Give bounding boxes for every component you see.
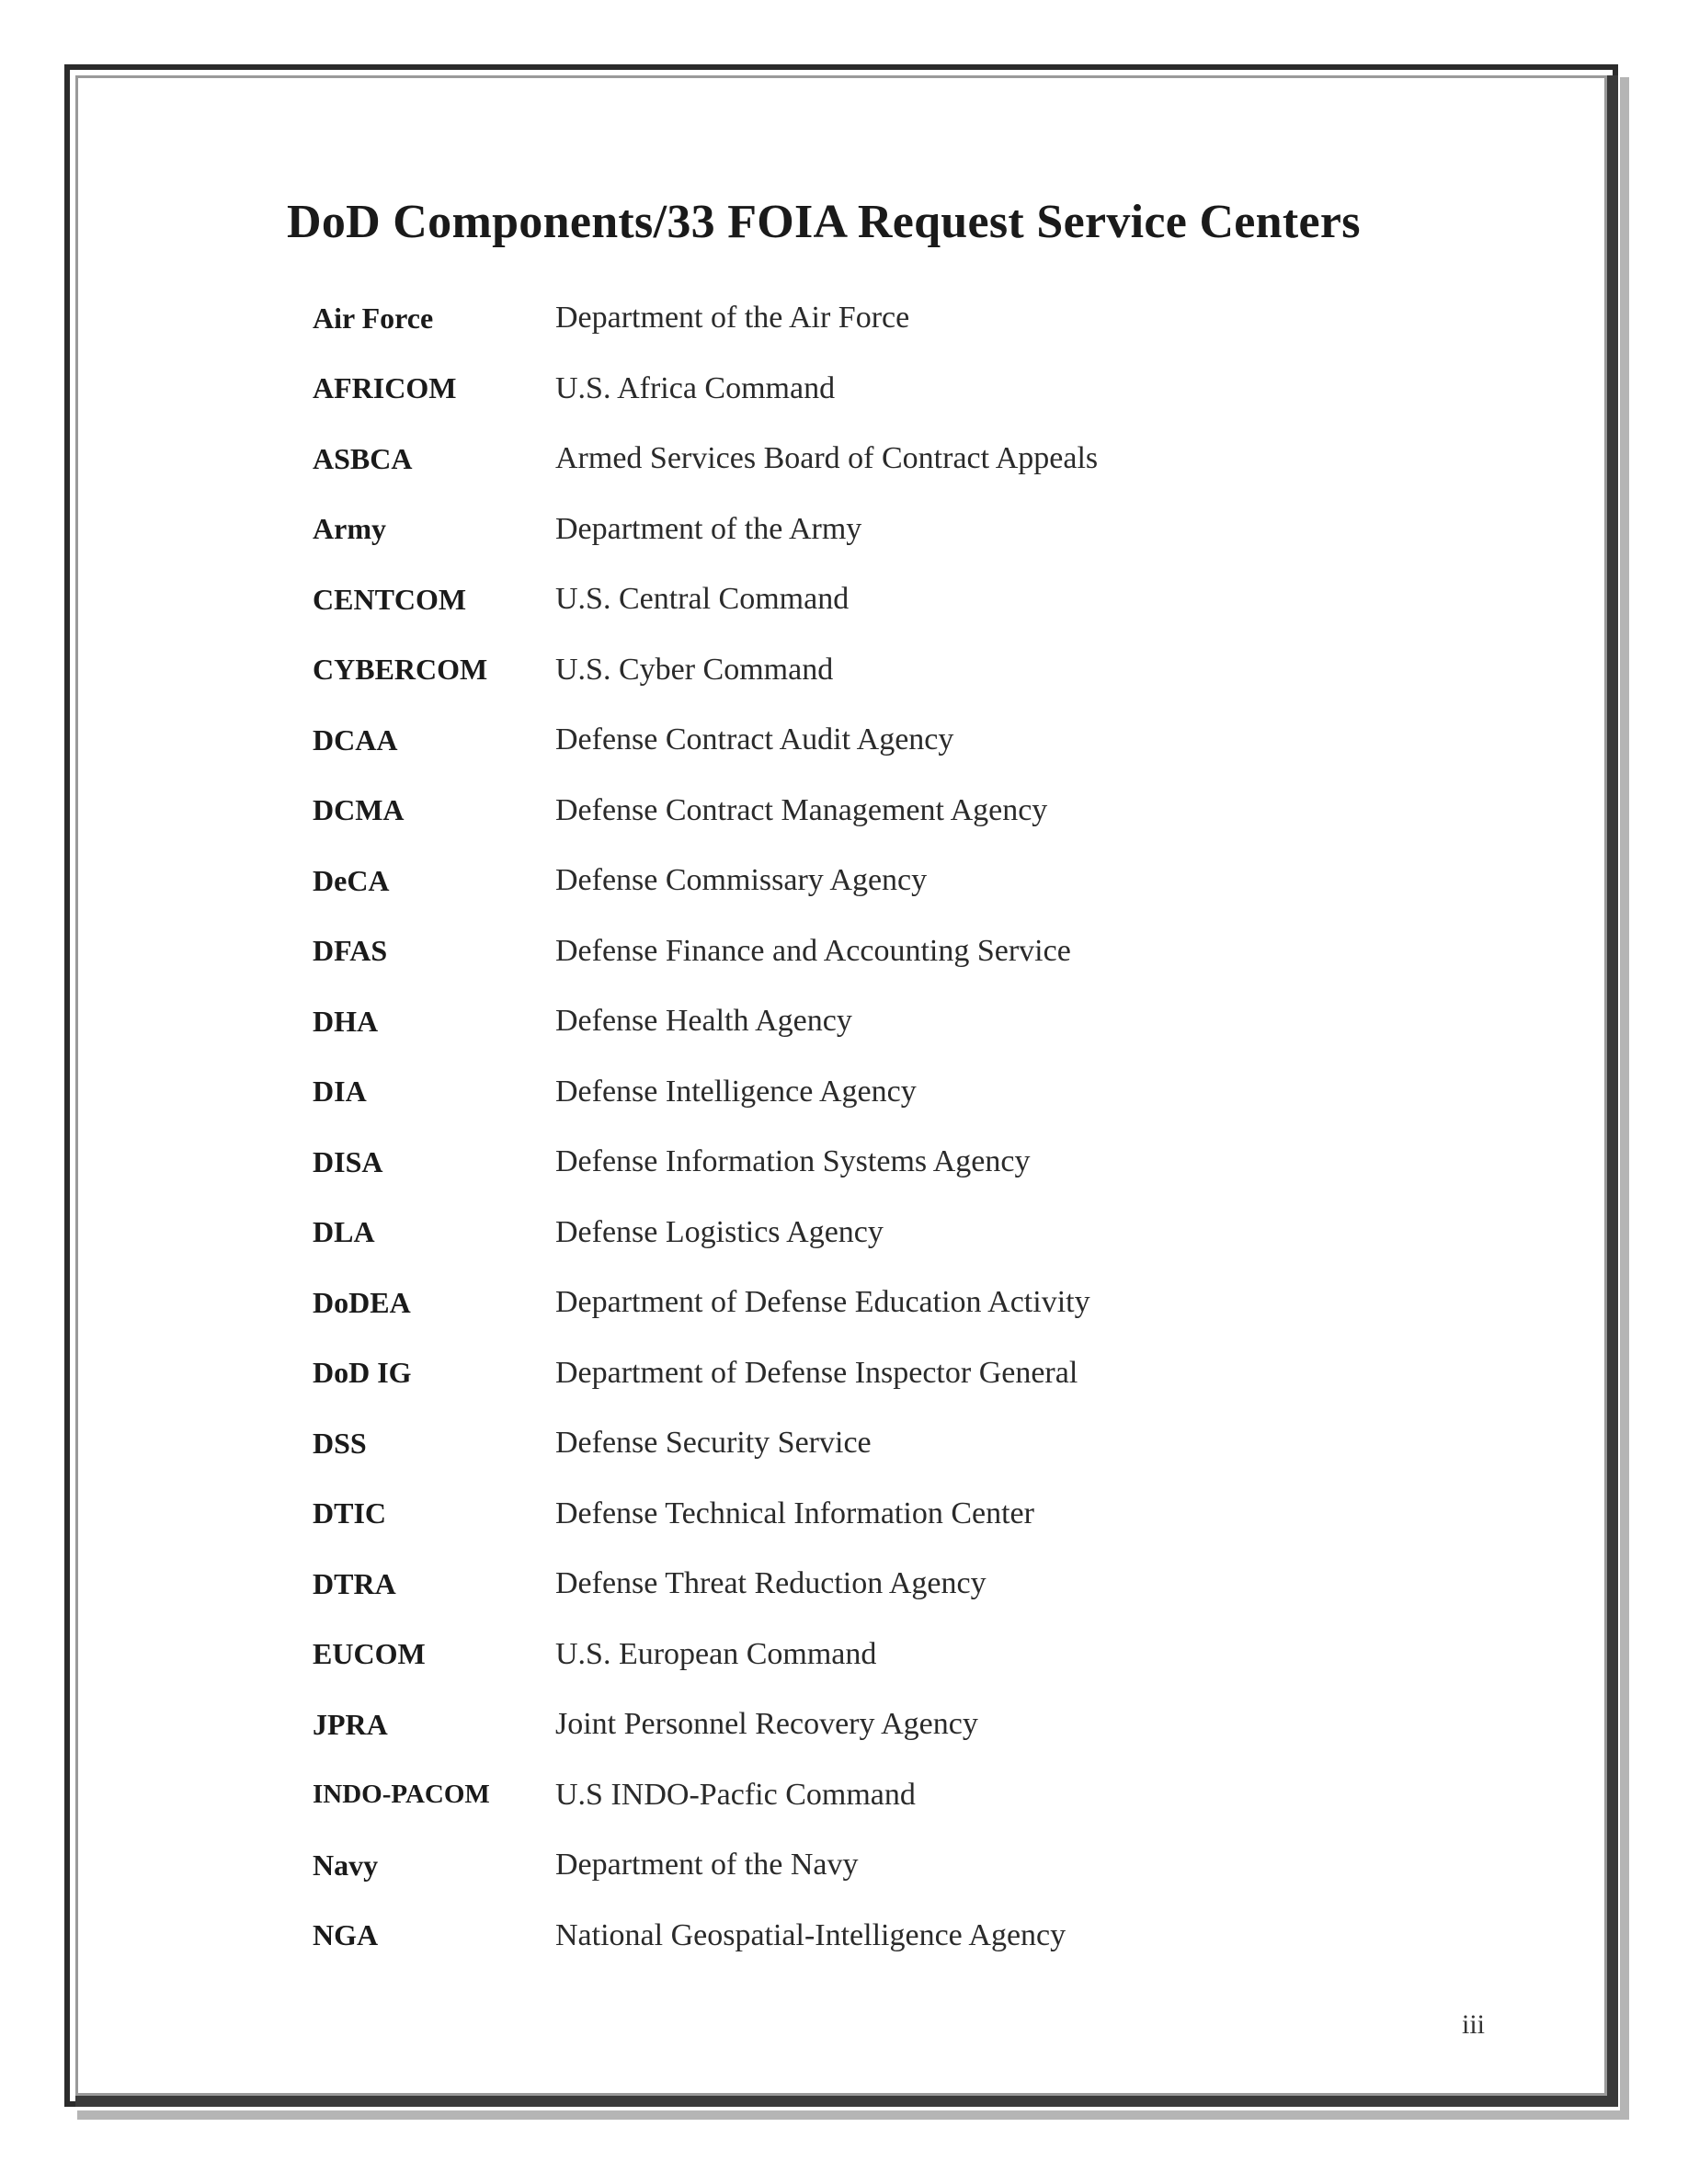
component-abbreviation: DTRA	[313, 1566, 396, 1600]
page-frame-right-edge	[1607, 75, 1618, 2107]
component-row	[313, 1620, 1508, 1690]
page-frame-bottom-edge	[75, 2096, 1618, 2107]
component-row	[313, 705, 1508, 776]
component-row	[313, 283, 1508, 354]
component-abbreviation: DoD IG	[313, 1356, 412, 1390]
component-name: Defense Information Systems Agency	[555, 1144, 1031, 1179]
component-name: U.S. Central Command	[555, 582, 850, 617]
component-row	[313, 354, 1508, 425]
component-abbreviation: DoDEA	[313, 1285, 411, 1319]
component-abbreviation: EUCOM	[313, 1637, 426, 1671]
component-abbreviation: DHA	[313, 1004, 379, 1038]
component-name: Defense Contract Audit Agency	[555, 722, 954, 757]
component-row	[313, 776, 1508, 847]
component-name: Defense Threat Reduction Agency	[555, 1566, 987, 1601]
component-name: Defense Commissary Agency	[555, 863, 928, 898]
component-row	[313, 424, 1508, 495]
component-name: U.S. Africa Command	[555, 370, 836, 405]
component-name: U.S INDO-Pacfic Command	[555, 1777, 916, 1812]
component-row	[313, 986, 1508, 1057]
component-row	[313, 916, 1508, 987]
component-abbreviation: CENTCOM	[313, 582, 467, 616]
component-name: Department of Defense Inspector General	[555, 1355, 1078, 1390]
component-row	[313, 1127, 1508, 1198]
component-name: Department of Defense Education Activity	[555, 1285, 1090, 1320]
component-row	[313, 564, 1508, 635]
component-name: Defense Health Agency	[555, 1004, 852, 1039]
component-abbreviation: Navy	[313, 1848, 379, 1882]
component-row	[313, 1549, 1508, 1620]
component-abbreviation: Air Force	[313, 301, 434, 335]
component-abbreviation: JPRA	[313, 1707, 388, 1741]
component-abbreviation: INDO-PACOM	[313, 1780, 490, 1810]
component-name: Defense Intelligence Agency	[555, 1074, 917, 1109]
component-row	[313, 1268, 1508, 1338]
component-name: Armed Services Board of Contract Appeals	[555, 441, 1099, 476]
component-abbreviation: DLA	[313, 1215, 375, 1249]
component-row	[313, 1901, 1508, 1972]
component-abbreviation: DTIC	[313, 1496, 387, 1530]
component-abbreviation: DFAS	[313, 934, 388, 968]
component-name: Defense Finance and Accounting Service	[555, 933, 1071, 968]
component-name: National Geospatial-Intelligence Agency	[555, 1917, 1066, 1952]
component-abbreviation: DISA	[313, 1144, 383, 1178]
component-abbreviation: DCAA	[313, 722, 398, 756]
page-number: iii	[1462, 2009, 1486, 2040]
component-row	[313, 1830, 1508, 1901]
component-list	[313, 283, 1508, 1971]
component-row	[313, 495, 1508, 565]
component-name: Department of the Air Force	[555, 301, 910, 336]
component-row	[313, 1338, 1508, 1409]
component-abbreviation: DCMA	[313, 793, 405, 827]
component-row	[313, 1760, 1508, 1831]
component-row	[313, 1689, 1508, 1760]
component-row	[313, 1479, 1508, 1550]
component-name: Joint Personnel Recovery Agency	[555, 1707, 978, 1742]
component-name: Defense Technical Information Center	[555, 1496, 1034, 1530]
component-abbreviation: CYBERCOM	[313, 653, 488, 687]
component-row	[313, 635, 1508, 706]
component-abbreviation: DSS	[313, 1426, 367, 1460]
component-name: Department of the Navy	[555, 1848, 859, 1883]
component-abbreviation: ASBCA	[313, 441, 413, 475]
component-abbreviation: NGA	[313, 1918, 379, 1952]
page-title: DoD Components/33 FOIA Request Service Centers	[287, 196, 1361, 248]
component-row	[313, 1198, 1508, 1268]
component-abbreviation: DeCA	[313, 863, 390, 897]
component-row	[313, 1408, 1508, 1479]
component-name: Defense Contract Management Agency	[555, 792, 1048, 827]
component-abbreviation: Army	[313, 512, 386, 546]
component-name: Defense Security Service	[555, 1426, 872, 1461]
component-name: U.S. European Command	[555, 1636, 877, 1671]
component-row	[313, 1057, 1508, 1128]
component-name: Defense Logistics Agency	[555, 1214, 884, 1249]
component-abbreviation: AFRICOM	[313, 371, 457, 405]
component-name: Department of the Army	[555, 511, 862, 546]
component-row	[313, 846, 1508, 916]
component-abbreviation: DIA	[313, 1075, 367, 1109]
component-name: U.S. Cyber Command	[555, 652, 834, 687]
